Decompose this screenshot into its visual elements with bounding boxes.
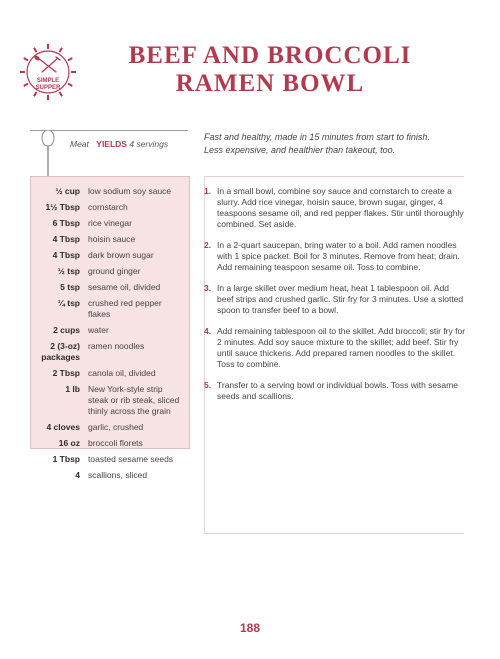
ingredient-item: low sodium soy sauce	[88, 186, 172, 196]
ingredient-item: cornstarch	[88, 202, 128, 212]
ingredient-row	[30, 202, 190, 213]
simple-supper-logo	[18, 42, 78, 102]
fork-spoon-icon	[38, 57, 60, 72]
ingredients-list	[30, 186, 190, 486]
ingredient-qty: 4	[75, 470, 80, 480]
ingredient-item: ground ginger	[88, 266, 141, 276]
step-number: 1.	[204, 186, 212, 196]
ingredient-qty: 6 Tbsp	[52, 218, 80, 228]
step-text: Transfer to a serving bowl or individual bowls. Toss with sesame seeds and scallions.	[217, 380, 458, 401]
ingredient-qty: 4 cloves	[46, 422, 80, 432]
ingredient-qty: 16 oz	[58, 438, 80, 448]
yields-value: 4 servings	[129, 139, 169, 149]
ingredient-item: hoisin sauce	[88, 234, 136, 244]
ingredient-qty: 2 Tbsp	[52, 368, 80, 378]
ingredient-row	[30, 438, 190, 449]
step-number: 4.	[204, 326, 212, 336]
ingredient-row	[30, 384, 190, 417]
ingredient-qty: 1 lb	[65, 384, 80, 394]
step-number: 5.	[204, 380, 212, 390]
ingredient-qty: 2 (3-oz) packages	[41, 341, 80, 362]
ingredient-qty: 5 tsp	[60, 282, 80, 292]
ingredient-row	[30, 470, 190, 481]
ingredient-row	[30, 454, 190, 465]
step-item	[204, 186, 466, 230]
ingredient-row	[30, 422, 190, 433]
step-text: Add remaining tablespoon oil to the skillet. Add broccoli; stir fry for 2 minutes. Add soy sauce mixture to the skillet; add beef. Stir fry until sauce thickens. Add prepared ramen noodles to the skillet. Toss to combine.	[217, 326, 466, 369]
ingredient-qty: ¼ tsp	[57, 298, 80, 308]
ingredient-item: sesame oil, divided	[88, 282, 161, 292]
ingredient-row	[30, 325, 190, 336]
ingredient-qty: ½ tsp	[57, 266, 80, 276]
ingredient-row	[30, 341, 190, 363]
ingredient-row	[30, 218, 190, 229]
title-line1: BEEF AND BROCCOLI	[128, 42, 412, 69]
ingredient-row	[30, 282, 190, 293]
step-item	[204, 380, 466, 402]
step-number: 3.	[204, 283, 212, 293]
step-text: In a 2-quart saucepan, bring water to a boil. Add ramen noodles with 1 spice packet. Boil for 3 minutes. Remove from heat; drain. Add remaining teaspoon sesame oil. Toss to combine.	[217, 240, 460, 272]
logo-text-line2: SUPPER	[35, 85, 61, 91]
step-number: 2.	[204, 240, 212, 250]
ingredient-item: canola oil, divided	[88, 368, 156, 378]
step-item	[204, 283, 466, 316]
ingredient-item: crushed red pepper flakes	[88, 298, 162, 319]
yields-line	[70, 139, 188, 149]
ingredient-row	[30, 368, 190, 379]
yields-label: YIELDS	[96, 139, 127, 149]
step-item	[204, 240, 466, 273]
ingredient-item: water	[88, 325, 109, 335]
ingredient-row	[30, 186, 190, 197]
recipe-title	[110, 42, 430, 98]
recipe-category: Meat	[70, 139, 89, 149]
ingredient-item: toasted sesame seeds	[88, 454, 174, 464]
ingredient-item: garlic, crushed	[88, 422, 144, 432]
steps-list	[204, 186, 466, 412]
ingredient-item: ramen noodles	[88, 341, 145, 351]
ingredient-qty: 4 Tbsp	[52, 250, 80, 260]
ingredient-item: scallions, sliced	[88, 470, 148, 480]
ingredient-item: broccoli florets	[88, 438, 143, 448]
page-number: 188	[239, 621, 261, 635]
ingredient-row	[30, 298, 190, 320]
intro-line1: Fast and healthy, made in 15 minutes from start to finish.	[204, 132, 430, 142]
ingredient-qty: 1½ Tbsp	[45, 202, 80, 212]
recipe-intro	[204, 131, 474, 157]
ingredient-item: dark brown sugar	[88, 250, 154, 260]
intro-line2: Less expensive, and healthier than takeout, too.	[204, 145, 396, 155]
ingredient-qty: ½ cup	[55, 186, 80, 196]
step-item	[204, 326, 466, 370]
ingredient-qty: 4 Tbsp	[52, 234, 80, 244]
ingredient-item: New York-style strip steak or rib steak, sliced thinly across the grain	[88, 384, 180, 416]
ingredient-item: rice vinegar	[88, 218, 132, 228]
ingredient-row	[30, 234, 190, 245]
title-line2: RAMEN BOWL	[175, 70, 365, 97]
ingredient-qty: 2 cups	[53, 325, 80, 335]
logo-text-line1: SIMPLE	[36, 78, 60, 84]
step-text: In a small bowl, combine soy sauce and cornstarch to create a slurry. Add rice vinegar, hoisin sauce, brown sugar, ginger, 4 teaspoons sesame oil, and red pepper flakes. Stir until thoroughly combined. Set aside.	[217, 186, 464, 229]
ingredient-qty: 1 Tbsp	[52, 454, 80, 464]
ingredient-row	[30, 250, 190, 261]
step-text: In a large skillet over medium heat, heat 1 tablespoon oil. Add beef strips and crushed garlic. Stir fry for 3 minutes. Use a slotted spoon to transfer beef to a bowl.	[217, 283, 464, 315]
ingredient-row	[30, 266, 190, 277]
